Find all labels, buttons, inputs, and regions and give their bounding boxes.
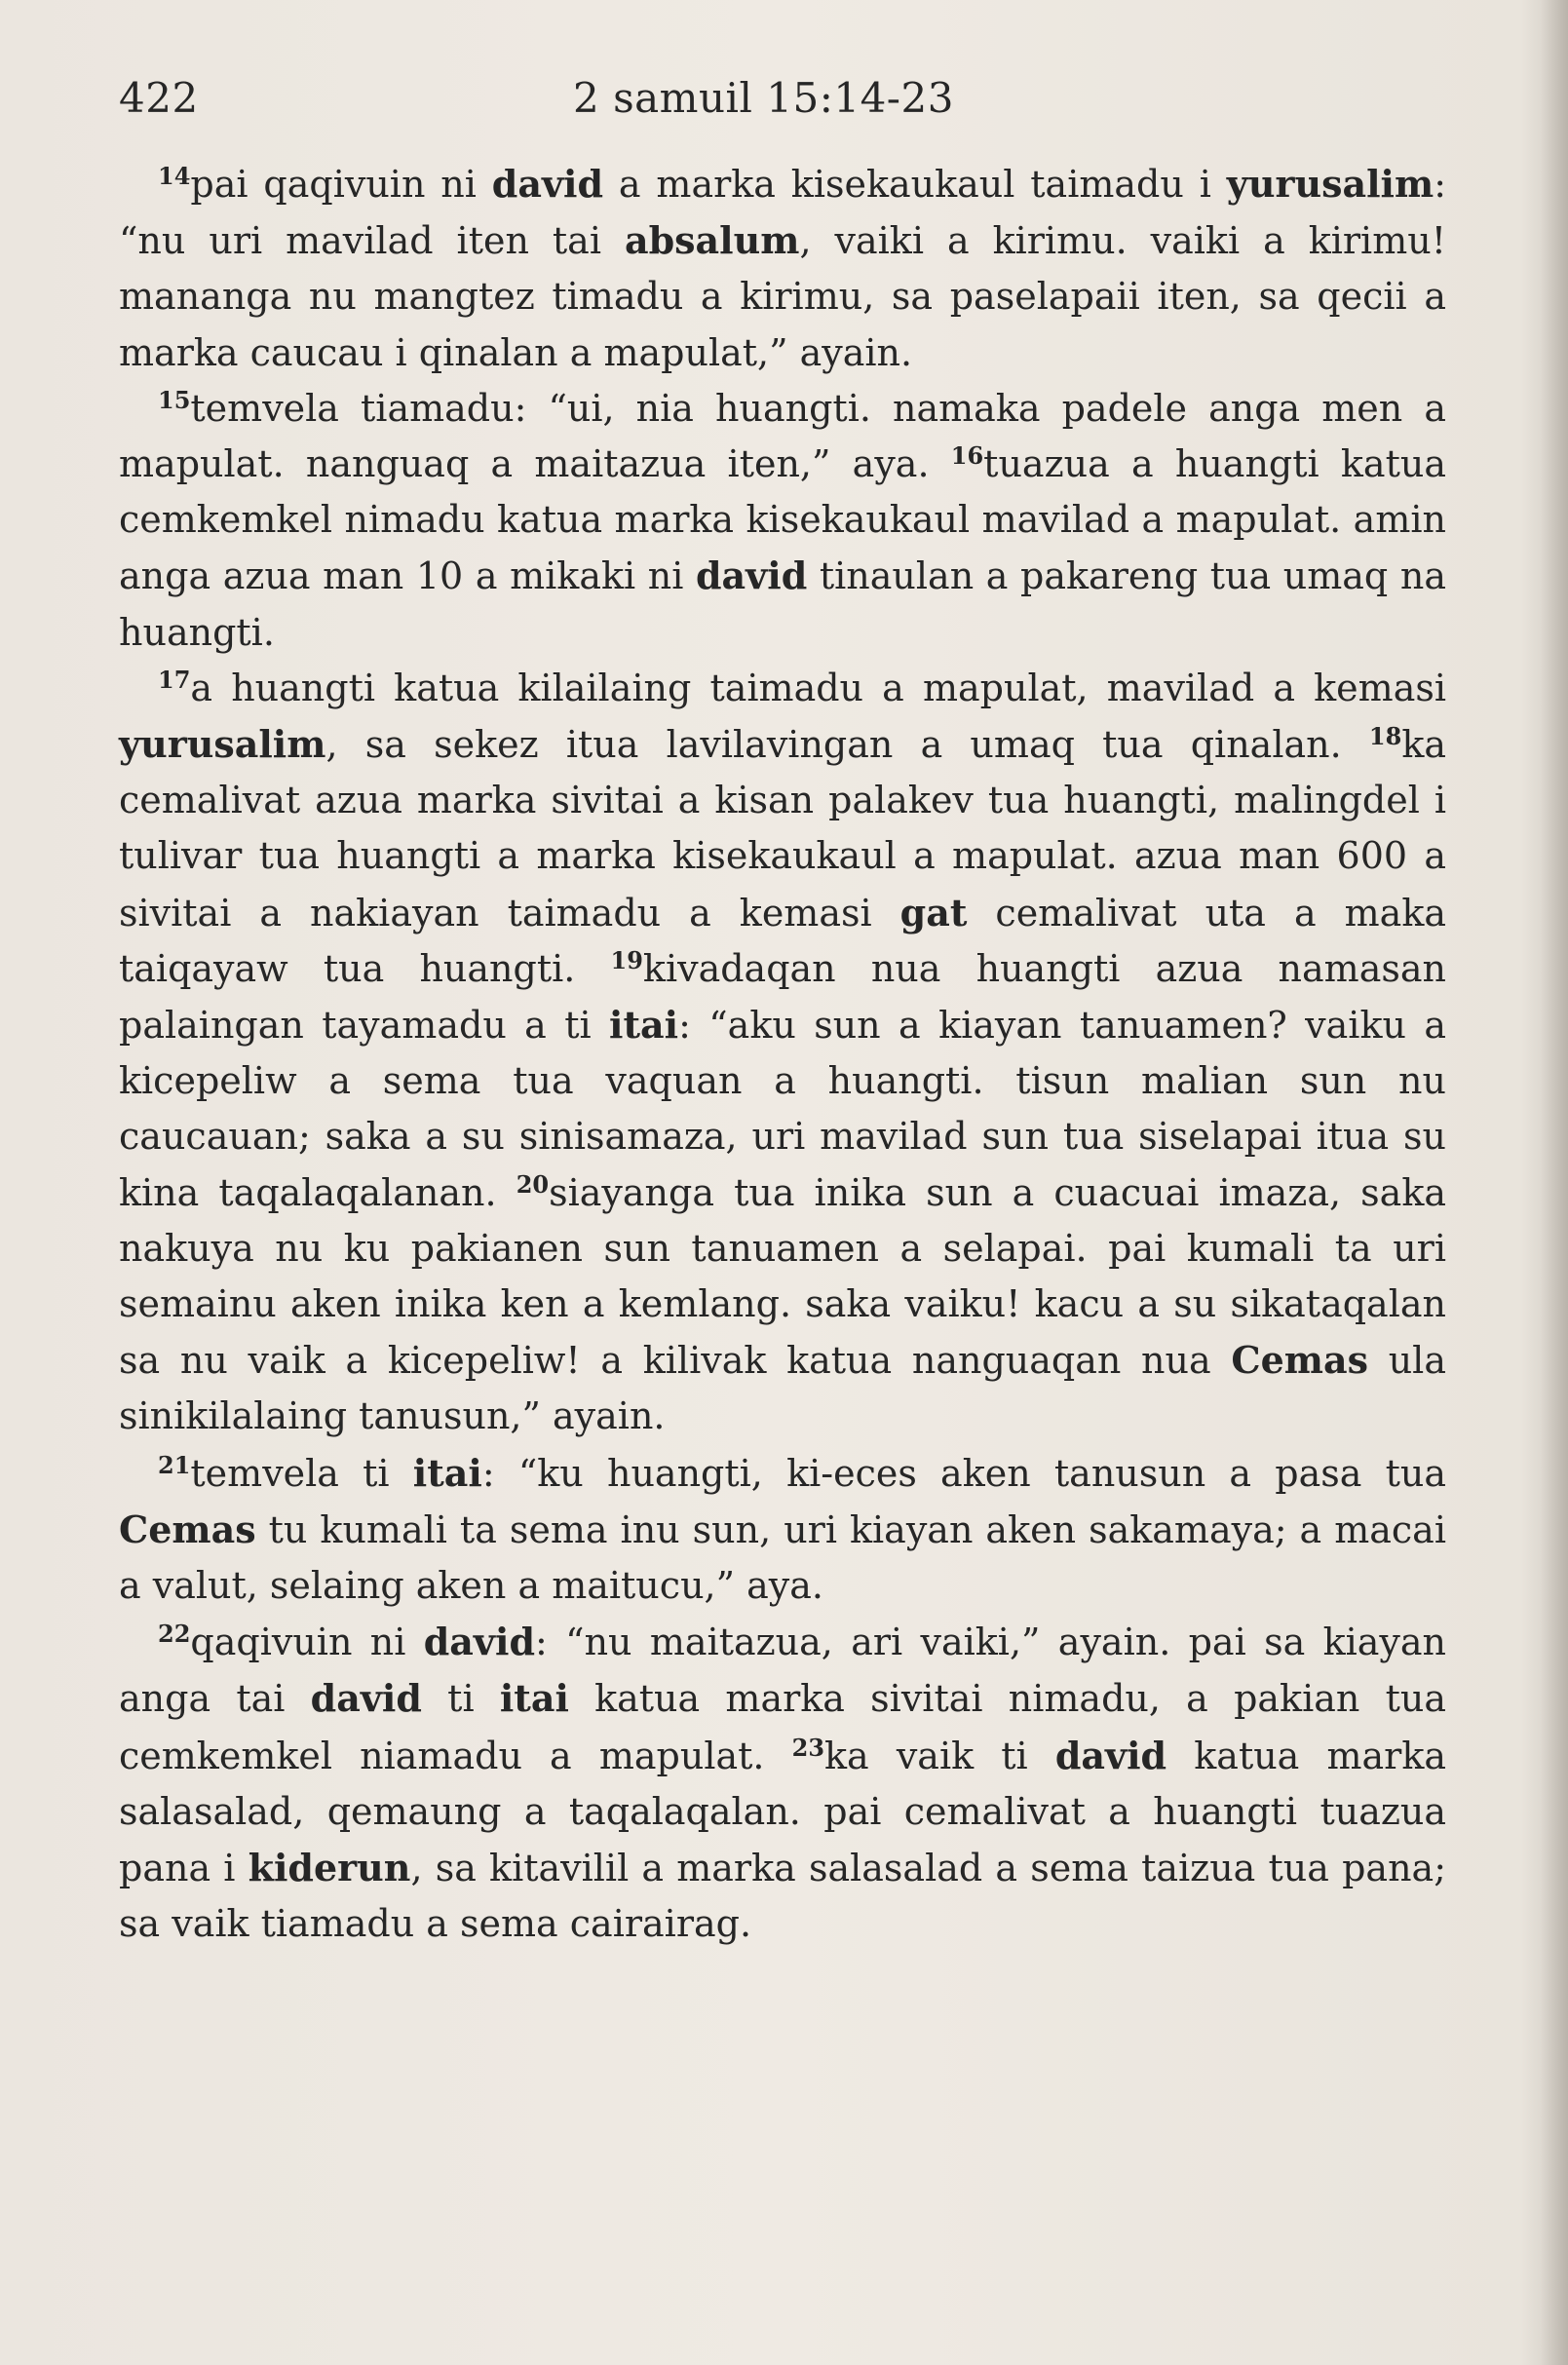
text-run: ka vaik ti: [824, 1734, 1055, 1777]
verse-number: 19: [610, 945, 643, 974]
bold-name: david: [1054, 1733, 1167, 1777]
text-run: a huangti katua kilailaing taimadu a mapulat, mavilad a kemasi: [190, 666, 1446, 709]
bold-name: gat: [899, 890, 968, 935]
bold-name: david: [423, 1620, 536, 1664]
paragraph: [119, 661, 1446, 1445]
bold-name: david: [491, 162, 604, 206]
running-head: 2 samuil 15:14-23: [573, 74, 954, 122]
text-run: kivadaqan nua huangti azua namasan palaingan tayamadu a ti: [119, 946, 1447, 1048]
bold-name: david: [695, 553, 808, 598]
bold-name: kiderun: [248, 1846, 411, 1890]
verse-number: 21: [158, 1450, 191, 1479]
verse-number: 22: [158, 1620, 191, 1649]
bold-name: david: [310, 1676, 422, 1721]
verse-number: 23: [791, 1733, 825, 1762]
bold-name: itai: [412, 1450, 482, 1495]
verse-number: 15: [158, 385, 191, 414]
text-run: : “ku huangti, ki-eces aken tanusun a pasa tua: [481, 1451, 1447, 1495]
text-run: ula sinikilalaing tanusun,” ayain.: [119, 1339, 1446, 1438]
text-run: katua marka sivitai nimadu, a pakian tua cemkemkel niamadu a mapulat.: [119, 1677, 1446, 1777]
text-run: , sa sekez itua lavilavingan a umaq tua qinalan.: [325, 723, 1369, 767]
paragraph: [119, 156, 1446, 381]
text-run: ka cemalivat azua marka sivitai a kisan palakev tua huangti, malingdel i tulivar tua huangti a marka kisekaukaul a mapulat. azua man 600 a sivitai a nakiayan taimadu a kemasi: [119, 723, 1446, 935]
text-run: tu kumali ta sema inu sun, uri kiayan aken sakamaya; a macai a valut, selaing aken a maitucu,” aya.: [119, 1507, 1446, 1608]
text-run: ti: [421, 1677, 500, 1721]
text-run: , vaiki a kirimu. vaiki a kirimu! mananga nu mangtez timadu a kirimu, sa paselapaii iten, sa qecii a marka caucau i qinalan a mapulat,” ayain.: [119, 219, 1446, 374]
text-run: cemalivat uta a maka taiqayaw tua huangti.: [119, 891, 1446, 990]
verse-number: 18: [1368, 722, 1402, 751]
verse-number: 14: [158, 162, 191, 190]
bold-name: absalum: [624, 218, 800, 263]
page-header: [119, 64, 1434, 133]
paragraph: [119, 1614, 1446, 1952]
text-run: a marka kisekaukaul taimadu i: [603, 163, 1227, 206]
bold-name: itai: [499, 1676, 569, 1721]
bold-name: itai: [609, 1003, 679, 1048]
text-run: : “aku sun a kiayan tanuamen? vaiku a kicepeliw a sema tua vaquan a huangti. tisun malian sun nu caucauan; saka a su sinisamaza, uri mavilad sun tua siselapai itua su kina taqalaqalanan.: [119, 1004, 1446, 1214]
bold-name: yurusalim: [1226, 162, 1434, 206]
text-run: temvela ti: [190, 1451, 413, 1495]
bold-name: Cemas: [119, 1507, 256, 1551]
text-run: qaqivuin ni: [190, 1621, 424, 1664]
text-run: temvela tiamadu: “ui, nia huangti. namaka padele anga men a mapulat. nanguaq a maitazua iten,” aya.: [119, 386, 1446, 486]
verse-number: 20: [516, 1169, 550, 1199]
paragraph: [119, 381, 1446, 661]
text-run: pai qaqivuin ni: [190, 163, 492, 206]
text-run: siayanga tua inika sun a cuacuai imaza, saka nakuya nu ku pakianen sun tanuamen a selapai. pai kumali ta uri semainu aken inika ken a kemlang. saka vaiku! kacu a su sikataqalan sa nu vaik a kicepeliw! a kilivak katua nanguaqan nua: [119, 1170, 1446, 1383]
bold-name: yurusalim: [119, 722, 326, 767]
text-run: , sa kitavilil a marka salasalad a sema taizua tua pana; sa vaik tiamadu a sema cairairag.: [119, 1847, 1447, 1946]
text-run: tinaulan a pakareng tua umaq na huangti.: [119, 554, 1446, 654]
page-body: [119, 156, 1446, 1953]
verse-number: 17: [158, 665, 191, 694]
verse-number: 16: [950, 441, 984, 471]
page-spine-shadow: [1541, 0, 1568, 2365]
text-run: tuazua a huangti katua cemkemkel nimadu katua marka kisekaukaul mavilad a mapulat. amin anga azua man 10 a mikaki ni: [119, 442, 1446, 598]
text-run: : “nu maitazua, ari vaiki,” ayain. pai sa kiayan anga tai: [119, 1621, 1447, 1721]
paragraph: [119, 1445, 1446, 1615]
text-run: : “nu uri mavilad iten tai: [119, 163, 1446, 263]
page-number: 422: [119, 74, 199, 122]
text-run: katua marka salasalad, qemaung a taqalaqalan. pai cemalivat a huangti tuazua pana i: [119, 1734, 1447, 1890]
bold-name: Cemas: [1231, 1338, 1368, 1383]
